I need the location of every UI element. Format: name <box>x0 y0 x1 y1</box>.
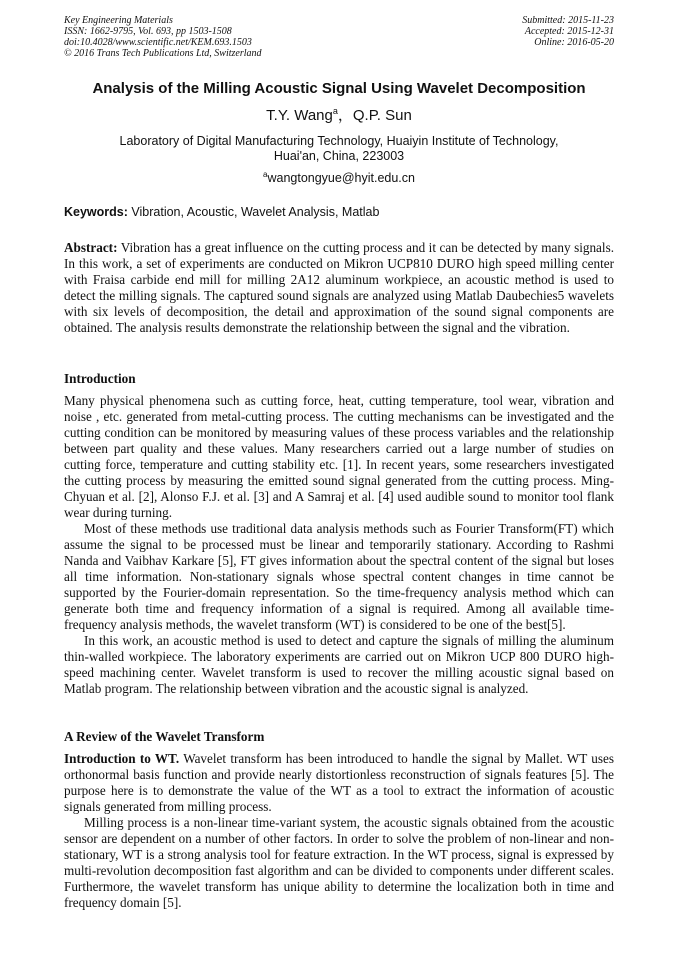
wavelet-review-body <box>64 751 614 911</box>
affiliation <box>0 134 678 164</box>
abstract-label: Abstract: <box>64 240 118 255</box>
accepted-date: Accepted: 2015-12-31 <box>524 26 614 37</box>
keywords-label: Keywords: <box>64 205 128 219</box>
author-email: wangtongyue@hyit.edu.cn <box>267 171 415 186</box>
author-wang: T.Y. Wang <box>266 107 333 124</box>
introduction-heading: Introduction <box>64 371 136 386</box>
intro-paragraph-3: In this work, an acoustic method is used to detect and capture the signals of milling the aluminum thin-walled workpiece. The laboratory experiments are carried out on Mikron UCP 800 DURO high-speed machining center. Wavelet transform is used to recover the milling acoustic signal based on Matlab program. The relationship between vibration and the acoustic signal is analyzed. <box>64 633 614 696</box>
keywords-line <box>64 205 379 219</box>
abstract-text: Vibration has a great influence on the cutting process and it can be detected by many signals. In this work, a set of experiments are conducted on Mikron UCP810 DURO high speed milling center with Fraisa carbide end mill for milling 2A12 aluminum workpiece, an acoustic method is used to detect the milling signals. The captured sound signals are analyzed using Matlab Daubechies5 wavelets with six levels of decomposition, the detail and approximation of the sound signal components are obtained. The analysis results demonstrate the relationship between the signal and the vibration. <box>64 240 614 335</box>
issn-line: ISSN: 1662-9795, Vol. 693, pp 1503-1508 <box>64 26 232 37</box>
doi-line: doi:10.4028/www.scientific.net/KEM.693.1503 <box>64 37 252 48</box>
affiliation-line-2: Huai'an, China, 223003 <box>273 149 405 163</box>
email-affil-mark: a <box>263 170 268 179</box>
email-line <box>0 170 678 185</box>
author-separator: ， <box>337 107 353 124</box>
keywords-list: Vibration, Acoustic, Wavelet Analysis, Matlab <box>131 205 380 219</box>
copyright-line: © 2016 Trans Tech Publications Ltd, Switzerland <box>64 48 262 59</box>
journal-info <box>64 15 262 59</box>
wt-paragraph-1: Wavelet transform has been introduced to handle the signal by Mallet. WT uses orthonormal basis function and provide nearly distortionless reconstruction of signals features [5]. The purpose here is to demonstrate the value of the WT as a tool to extract the information of acoustic signals generated from milling process. <box>64 751 614 814</box>
dates-info <box>522 15 614 48</box>
abstract-section <box>64 240 614 336</box>
online-date: Online: 2016-05-20 <box>534 37 614 48</box>
journal-name: Key Engineering Materials <box>64 15 173 26</box>
author-sun: Q.P. Sun <box>352 107 412 124</box>
introduction-body <box>64 393 614 697</box>
intro-to-wt-label: Introduction to WT. <box>64 751 180 766</box>
submitted-date: Submitted: 2015-11-23 <box>522 15 614 26</box>
paper-title: Analysis of the Milling Acoustic Signal Using Wavelet Decomposition <box>92 80 586 97</box>
wt-paragraph-2: Milling process is a non-linear time-variant system, the acoustic signals obtained from the acoustic sensor are dependent on a number of other factors. In order to solve the problem of non-linear and non-stationary, WT is a strong analysis tool for feature extraction. In the WT process, signal is expressed by multi-revolution decomposition fast algorithm and can be divided to components under different scales. Furthermore, the wavelet transform has unique ability to determine the localization both in time and frequency domain [5]. <box>64 815 614 910</box>
wavelet-review-heading: A Review of the Wavelet Transform <box>64 729 265 744</box>
intro-paragraph-2: Most of these methods use traditional data analysis methods such as Fourier Transform(FT) which assume the signal to be processed must be linear and temporarily stationary. According to Rashmi Nanda and Vaibhav Karkare [5], FT gives information about the spectral content of the signal but loses all time information. Non-stationary signals whose spectral content changes in time cannot be supported by the Fourier-domain representation. So the time-frequency analysis method which can generate both time and frequency information of a signal is required. Among all available time-frequency analysis methods, the wavelet transform (WT) is considered to be one of the best[5]. <box>64 521 614 632</box>
affiliation-line-1: Laboratory of Digital Manufacturing Technology, Huaiyin Institute of Technology, <box>119 134 559 148</box>
authors-line <box>0 104 678 125</box>
author-wang-affil-mark: a <box>332 106 338 116</box>
intro-paragraph-1: Many physical phenomena such as cutting force, heat, cutting temperature, tool wear, vibration and noise , etc. generated from metal-cutting process. The cutting mechanisms can be investigated and the cutting condition can be monitored by measuring values of these process variables and the relationship between part quality and these values. Many researchers carried out a large number of studies on cutting force, temperature and cutting stability etc. [1]. In recent years, some researchers investigated the cutting process by measuring the emitted sound signal generated from the cutting process. Ming-Chyuan et al. [2], Alonso F.J. et al. [3] and A Samraj et al. [4] used audible sound to monitor tool flank wear during turning. <box>64 393 614 520</box>
